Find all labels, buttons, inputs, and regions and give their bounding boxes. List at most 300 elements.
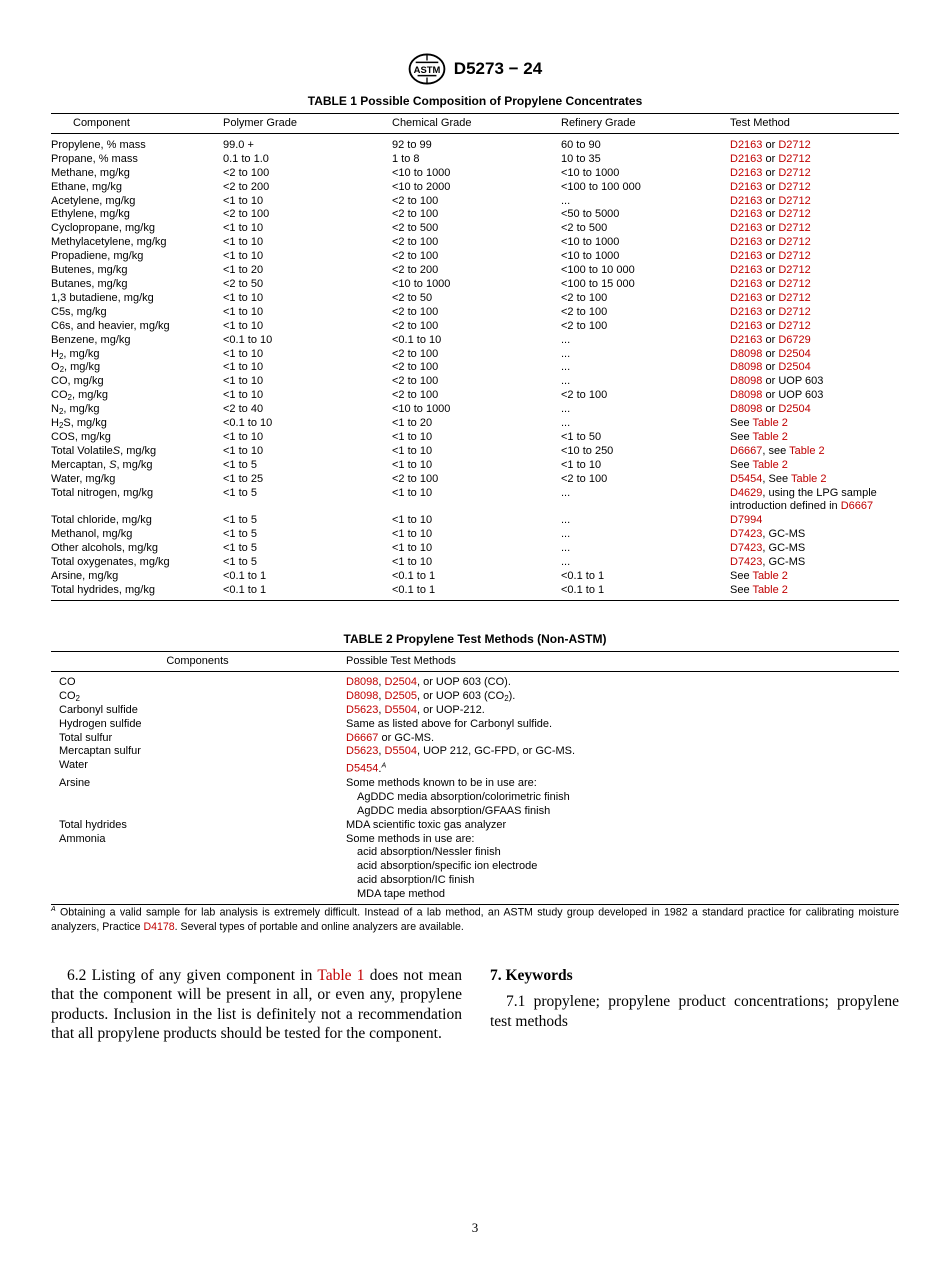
polymer-grade-cell: <0.1 to 1 bbox=[223, 570, 267, 582]
method-link-d5623[interactable]: D5623 bbox=[346, 703, 379, 716]
polymer-grade-cell: <1 to 10 bbox=[223, 291, 264, 304]
method-link-d8098[interactable]: D8098 bbox=[730, 347, 763, 360]
chemical-grade-cell: <2 to 100 bbox=[392, 361, 439, 374]
chemical-grade-cell: <10 to 2000 bbox=[392, 180, 451, 193]
refinery-grade-cell: ... bbox=[561, 194, 571, 207]
refinery-grade-cell: ... bbox=[561, 333, 571, 346]
component-cell: $O_2$, mg/kg bbox=[51, 361, 101, 375]
method-link-d2504[interactable]: D2504 bbox=[778, 361, 811, 374]
chemical-grade-cell: <2 to 200 bbox=[392, 264, 439, 277]
polymer-grade-cell: <1 to 5 bbox=[223, 542, 257, 555]
test-method-cell bbox=[730, 570, 899, 584]
refinery-grade-cell: ... bbox=[561, 403, 571, 416]
component-cell: Propane, % mass bbox=[51, 152, 138, 165]
method-link-d2712[interactable]: D2712 bbox=[778, 208, 811, 221]
test-method-cell bbox=[730, 334, 899, 348]
method-text: or UOP 603 bbox=[762, 375, 824, 388]
method-link-d2163[interactable]: D2163 bbox=[730, 333, 763, 346]
component-cell: 1,3 butadiene, mg/kg bbox=[51, 291, 154, 304]
method-text: , bbox=[378, 703, 385, 716]
table1-row bbox=[51, 236, 899, 250]
method-text: , bbox=[378, 745, 385, 758]
component-cell: Methane, mg/kg bbox=[51, 166, 130, 179]
method-link-d7423[interactable]: D7423 bbox=[730, 528, 763, 541]
component-cell: Total sulfur bbox=[59, 731, 113, 744]
table1-row bbox=[51, 348, 899, 362]
test-method-cell bbox=[730, 403, 899, 417]
method-text: , See bbox=[762, 472, 791, 485]
table1-row bbox=[51, 389, 899, 403]
component-cell: Total VolatileS, mg/kg bbox=[51, 444, 157, 457]
refinery-grade-cell: ... bbox=[561, 375, 571, 388]
method-sub-item: AgDDC media absorption/GFAAS finish bbox=[357, 804, 551, 817]
refinery-grade-cell: ... bbox=[561, 417, 571, 430]
table2-row bbox=[51, 759, 899, 777]
chemical-grade-cell: <2 to 100 bbox=[392, 319, 439, 332]
method-line bbox=[346, 759, 899, 777]
table1-row bbox=[51, 570, 899, 584]
method-text: or bbox=[762, 222, 779, 235]
method-link-d7994[interactable]: D7994 bbox=[730, 514, 763, 527]
table1-row bbox=[51, 459, 899, 473]
table1-row bbox=[51, 292, 899, 306]
component-cell: Carbonyl sulfide bbox=[59, 703, 138, 716]
method-text: , GC-MS bbox=[762, 542, 806, 555]
method-text: , bbox=[378, 689, 385, 702]
chemical-grade-cell: <2 to 100 bbox=[392, 236, 439, 249]
polymer-grade-cell: <1 to 5 bbox=[223, 514, 257, 527]
table1-row bbox=[51, 584, 899, 600]
table1-row bbox=[51, 473, 899, 487]
method-link-d2712[interactable]: D2712 bbox=[778, 250, 811, 263]
test-method-cell bbox=[730, 250, 899, 264]
method-text: or bbox=[762, 138, 779, 151]
component-cell: Butenes, mg/kg bbox=[51, 264, 128, 277]
table1-row bbox=[51, 195, 899, 209]
footnote-link-d4178[interactable]: D4178 bbox=[143, 920, 175, 933]
para-6-2-text-a: 6.2 Listing of any given component in bbox=[67, 967, 318, 984]
refinery-grade-cell: <2 to 100 bbox=[561, 472, 608, 485]
method-link-d2712[interactable]: D2712 bbox=[778, 264, 811, 277]
chemical-grade-cell: <2 to 100 bbox=[392, 389, 439, 402]
method-sub-item: acid absorption/Nessler finish bbox=[357, 846, 501, 859]
footnote-text-2: . Several types of portable and online analyzers are available. bbox=[174, 920, 464, 933]
table1-row bbox=[51, 222, 899, 236]
method-link-d2163[interactable]: D2163 bbox=[730, 152, 763, 165]
polymer-grade-cell: <2 to 100 bbox=[223, 166, 270, 179]
method-link-d8098[interactable]: D8098 bbox=[730, 389, 763, 402]
method-link-d2504[interactable]: D2504 bbox=[778, 347, 811, 360]
method-text: or bbox=[762, 291, 779, 304]
component-cell: Other alcohols, mg/kg bbox=[51, 542, 158, 555]
method-link-d8098[interactable]: D8098 bbox=[730, 361, 763, 374]
chemical-grade-cell: <10 to 1000 bbox=[392, 403, 451, 416]
method-text: or bbox=[762, 277, 779, 290]
test-method-cell bbox=[730, 445, 899, 459]
refinery-grade-cell: <2 to 500 bbox=[561, 222, 608, 235]
method-link-d2712[interactable]: D2712 bbox=[778, 319, 811, 332]
method-text: , using the LPG sample introduction defined in bbox=[730, 486, 877, 513]
method-link-d4629[interactable]: D4629 bbox=[730, 486, 763, 499]
method-text: or UOP 603 bbox=[762, 389, 824, 402]
method-text: or bbox=[762, 361, 779, 374]
method-link-d2712[interactable]: D2712 bbox=[778, 277, 811, 290]
test-method-cell bbox=[730, 236, 899, 250]
method-line bbox=[346, 732, 899, 746]
component-cell: Total hydrides bbox=[59, 818, 127, 831]
polymer-grade-cell: <1 to 5 bbox=[223, 528, 257, 541]
method-text: or bbox=[762, 250, 779, 263]
possible-methods-cell bbox=[346, 819, 899, 833]
refinery-grade-cell: <1 to 50 bbox=[561, 430, 602, 443]
component-cell: Ammonia bbox=[59, 832, 106, 845]
polymer-grade-cell: <1 to 5 bbox=[223, 486, 257, 499]
method-text: .$^A$ bbox=[378, 762, 387, 775]
component-cell: Acetylene, mg/kg bbox=[51, 194, 136, 207]
component-cell: Benzene, mg/kg bbox=[51, 333, 131, 346]
method-link-d2712[interactable]: D2712 bbox=[778, 180, 811, 193]
method-link-d5454[interactable]: D5454 bbox=[730, 472, 763, 485]
polymer-grade-cell: <0.1 to 1 bbox=[223, 583, 267, 596]
method-link-d6729[interactable]: D6729 bbox=[778, 333, 811, 346]
method-link-d2712[interactable]: D2712 bbox=[778, 166, 811, 179]
refinery-grade-cell: ... bbox=[561, 514, 571, 527]
method-text: or bbox=[762, 236, 779, 249]
refinery-grade-cell: ... bbox=[561, 361, 571, 374]
table2-row bbox=[51, 745, 899, 759]
footnote-marker: A bbox=[51, 906, 56, 913]
method-text: , see bbox=[762, 444, 790, 457]
refinery-grade-cell: ... bbox=[561, 556, 571, 569]
method-line bbox=[346, 718, 899, 732]
chemical-grade-cell: <2 to 100 bbox=[392, 305, 439, 318]
chemical-grade-cell: 1 to 8 bbox=[392, 152, 420, 165]
table1-link[interactable]: Table 1 bbox=[317, 967, 365, 984]
method-text: , bbox=[378, 675, 385, 688]
chemical-grade-cell: <0.1 to 1 bbox=[392, 570, 436, 582]
method-text: or bbox=[762, 166, 779, 179]
table2-header-components: Components bbox=[51, 652, 346, 672]
test-method-cell bbox=[730, 306, 899, 320]
chemical-grade-cell: <1 to 10 bbox=[392, 542, 433, 555]
table2-row bbox=[51, 819, 899, 833]
component-cell: Cyclopropane, mg/kg bbox=[51, 222, 155, 235]
table2-row bbox=[51, 718, 899, 732]
method-link-d2163[interactable]: D2163 bbox=[730, 305, 763, 318]
table1-row bbox=[51, 375, 899, 389]
method-text: MDA scientific toxic gas analyzer bbox=[346, 818, 507, 831]
method-link-d2163[interactable]: D2163 bbox=[730, 264, 763, 277]
component-cell: $CO_2$ bbox=[59, 689, 80, 703]
method-link-d2163[interactable]: D2163 bbox=[730, 138, 763, 151]
component-cell: Propylene, % mass bbox=[51, 138, 146, 151]
table1-row bbox=[51, 181, 899, 195]
method-link-d2712[interactable]: D2712 bbox=[778, 152, 811, 165]
table1-row bbox=[51, 361, 899, 375]
refinery-grade-cell: 60 to 90 bbox=[561, 138, 601, 151]
test-method-cell bbox=[730, 153, 899, 167]
component-cell: Arsine bbox=[59, 776, 91, 789]
method-text: , or UOP 603 (CO). bbox=[416, 675, 511, 688]
test-method-cell bbox=[730, 556, 899, 570]
polymer-grade-cell: 99.0 + bbox=[223, 138, 254, 151]
method-sub-item: AgDDC media absorption/colorimetric finish bbox=[357, 790, 570, 803]
possible-methods-cell bbox=[346, 690, 899, 704]
method-link-d8098[interactable]: D8098 bbox=[730, 375, 763, 388]
test-method-cell bbox=[730, 375, 899, 389]
method-link-table-2[interactable]: Table 2 bbox=[752, 417, 788, 430]
method-text: See bbox=[730, 570, 753, 582]
table2-row bbox=[51, 833, 899, 905]
polymer-grade-cell: <1 to 20 bbox=[223, 264, 264, 277]
chemical-grade-cell: <2 to 100 bbox=[392, 347, 439, 360]
chemical-grade-cell: <2 to 500 bbox=[392, 222, 439, 235]
method-text: Same as listed above for Carbonyl sulfide. bbox=[346, 717, 553, 730]
method-link-d2712[interactable]: D2712 bbox=[778, 194, 811, 207]
possible-methods-cell bbox=[346, 732, 899, 746]
test-method-cell bbox=[730, 264, 899, 278]
test-method-cell bbox=[730, 514, 899, 528]
method-link-d7423[interactable]: D7423 bbox=[730, 556, 763, 569]
chemical-grade-cell: <1 to 10 bbox=[392, 430, 433, 443]
test-method-cell bbox=[730, 542, 899, 556]
table1-row bbox=[51, 306, 899, 320]
method-text: or bbox=[762, 347, 779, 360]
method-link-table-2[interactable]: Table 2 bbox=[752, 583, 788, 596]
method-link-d2163[interactable]: D2163 bbox=[730, 319, 763, 332]
method-link-d5504[interactable]: D5504 bbox=[384, 745, 417, 758]
polymer-grade-cell: <2 to 50 bbox=[223, 277, 264, 290]
method-text: or bbox=[762, 333, 779, 346]
table1-row bbox=[51, 431, 899, 445]
chemical-grade-cell: <10 to 1000 bbox=[392, 166, 451, 179]
method-text: See bbox=[730, 583, 753, 596]
component-cell: C6s, and heavier, mg/kg bbox=[51, 319, 170, 332]
method-text: , or UOP 603 $(CO_2)$. bbox=[416, 689, 516, 703]
method-link-d8098[interactable]: D8098 bbox=[346, 675, 379, 688]
refinery-grade-cell: ... bbox=[561, 528, 571, 541]
method-text: or bbox=[762, 305, 779, 318]
table1-row bbox=[51, 278, 899, 292]
method-line bbox=[346, 745, 899, 759]
component-cell: Total nitrogen, mg/kg bbox=[51, 486, 154, 499]
method-link-table-2[interactable]: Table 2 bbox=[789, 444, 825, 457]
refinery-grade-cell: <2 to 100 bbox=[561, 319, 608, 332]
section-6-2 bbox=[51, 966, 462, 1044]
method-link-d5504[interactable]: D5504 bbox=[384, 703, 417, 716]
chemical-grade-cell: <1 to 10 bbox=[392, 514, 433, 527]
table1-row bbox=[51, 167, 899, 181]
component-cell: Total hydrides, mg/kg bbox=[51, 583, 155, 596]
method-link-d8098[interactable]: D8098 bbox=[730, 403, 763, 416]
table2-caption: TABLE 2 Propylene Test Methods (Non-ASTM) bbox=[343, 632, 607, 646]
method-link-table-2[interactable]: Table 2 bbox=[752, 570, 788, 582]
test-method-cell bbox=[730, 528, 899, 542]
method-link-d5623[interactable]: D5623 bbox=[346, 745, 379, 758]
method-text: , GC-MS bbox=[762, 556, 806, 569]
method-link-d2163[interactable]: D2163 bbox=[730, 180, 763, 193]
method-text: Some methods in use are: bbox=[346, 832, 475, 845]
table1-row bbox=[51, 528, 899, 542]
method-link-d2712[interactable]: D2712 bbox=[778, 222, 811, 235]
method-text: or bbox=[762, 152, 779, 165]
test-method-cell bbox=[730, 181, 899, 195]
component-cell: Mercaptan, S, mg/kg bbox=[51, 458, 153, 471]
component-cell: Propadiene, mg/kg bbox=[51, 250, 144, 263]
method-text: or bbox=[762, 180, 779, 193]
polymer-grade-cell: <1 to 10 bbox=[223, 430, 264, 443]
method-sub-item: MDA tape method bbox=[357, 888, 446, 901]
method-link-d2504[interactable]: D2504 bbox=[384, 675, 417, 688]
component-cell: Ethane, mg/kg bbox=[51, 180, 122, 193]
method-link-d6667[interactable]: D6667 bbox=[346, 731, 379, 744]
test-method-cell bbox=[730, 417, 899, 431]
test-method-cell bbox=[730, 278, 899, 292]
method-link-d7423[interactable]: D7423 bbox=[730, 542, 763, 555]
table1-row bbox=[51, 556, 899, 570]
chemical-grade-cell: 92 to 99 bbox=[392, 138, 432, 151]
method-link-d2163[interactable]: D2163 bbox=[730, 291, 763, 304]
chemical-grade-cell: <1 to 10 bbox=[392, 486, 433, 499]
component-cell: Total chloride, mg/kg bbox=[51, 514, 152, 527]
component-cell: COS, mg/kg bbox=[51, 430, 111, 443]
method-line bbox=[346, 676, 899, 690]
method-link-table-2[interactable]: Table 2 bbox=[790, 472, 827, 485]
table1-row bbox=[51, 133, 899, 152]
polymer-grade-cell: <1 to 10 bbox=[223, 250, 264, 263]
method-link-d2163[interactable]: D2163 bbox=[730, 208, 763, 221]
method-link-d2163[interactable]: D2163 bbox=[730, 194, 763, 207]
table2-row bbox=[51, 704, 899, 718]
chemical-grade-cell: <1 to 10 bbox=[392, 444, 433, 457]
method-link-table-2[interactable]: Table 2 bbox=[752, 430, 788, 443]
page-number: 3 bbox=[471, 1220, 479, 1235]
polymer-grade-cell: <1 to 5 bbox=[223, 556, 257, 569]
refinery-grade-cell: <10 to 250 bbox=[561, 444, 614, 457]
test-method-cell bbox=[730, 222, 899, 236]
component-cell: Mercaptan sulfur bbox=[59, 745, 141, 758]
table2-row bbox=[51, 732, 899, 746]
refinery-grade-cell: <1 to 10 bbox=[561, 458, 602, 471]
method-link-d2163[interactable]: D2163 bbox=[730, 277, 763, 290]
method-link-d2163[interactable]: D2163 bbox=[730, 236, 763, 249]
method-link-d2504[interactable]: D2504 bbox=[778, 403, 811, 416]
refinery-grade-cell: <2 to 100 bbox=[561, 305, 608, 318]
chemical-grade-cell: <1 to 10 bbox=[392, 528, 433, 541]
method-line bbox=[346, 819, 899, 833]
chemical-grade-cell: <2 to 100 bbox=[392, 208, 439, 221]
method-link-d2712[interactable]: D2712 bbox=[778, 305, 811, 318]
table1-row bbox=[51, 208, 899, 222]
component-cell: Methanol, mg/kg bbox=[51, 528, 133, 541]
table1-caption: TABLE 1 Possible Composition of Propylene Concentrates bbox=[307, 94, 643, 108]
component-cell: Water, mg/kg bbox=[51, 472, 116, 485]
test-method-cell bbox=[730, 292, 899, 306]
method-link-d2163[interactable]: D2163 bbox=[730, 222, 763, 235]
method-text: See bbox=[730, 417, 753, 430]
table2-header-methods: Possible Test Methods bbox=[346, 652, 899, 672]
polymer-grade-cell: <0.1 to 10 bbox=[223, 333, 273, 346]
table1-row bbox=[51, 487, 899, 515]
method-text: , GC-MS bbox=[762, 528, 806, 541]
table2-row bbox=[51, 671, 899, 689]
method-link-d2163[interactable]: D2163 bbox=[730, 166, 763, 179]
footnote-text-1: Obtaining a valid sample for lab analysis is extremely difficult. Instead of a lab method, an ASTM study group developed in 1982 a standard practice for calibrating moisture analyzers, Practice bbox=[51, 906, 899, 933]
refinery-grade-cell: <10 to 1000 bbox=[561, 166, 620, 179]
refinery-grade-cell: <0.1 to 1 bbox=[561, 570, 605, 582]
chemical-grade-cell: <1 to 10 bbox=[392, 556, 433, 569]
method-text: or bbox=[762, 264, 779, 277]
method-text: See bbox=[730, 430, 753, 443]
test-method-cell bbox=[730, 389, 899, 403]
method-link-d2712[interactable]: D2712 bbox=[778, 236, 811, 249]
polymer-grade-cell: <1 to 10 bbox=[223, 305, 264, 318]
test-method-cell bbox=[730, 348, 899, 362]
polymer-grade-cell: <1 to 25 bbox=[223, 472, 264, 485]
polymer-grade-cell: <1 to 5 bbox=[223, 458, 257, 471]
document-designation: D5273 − 24 bbox=[453, 59, 543, 78]
method-link-d2505[interactable]: D2505 bbox=[384, 689, 417, 702]
method-link-d2712[interactable]: D2712 bbox=[778, 138, 811, 151]
possible-methods-cell bbox=[346, 745, 899, 759]
method-link-d6667[interactable]: D6667 bbox=[730, 444, 763, 457]
polymer-grade-cell: <1 to 10 bbox=[223, 375, 264, 388]
refinery-grade-cell: <2 to 100 bbox=[561, 389, 608, 402]
component-cell: Ethylene, mg/kg bbox=[51, 208, 130, 221]
test-method-cell bbox=[730, 133, 899, 152]
method-link-d8098[interactable]: D8098 bbox=[346, 689, 379, 702]
method-link-d6667[interactable]: D6667 bbox=[840, 500, 874, 513]
table1-body bbox=[51, 133, 899, 600]
component-cell: $H_2S$, mg/kg bbox=[51, 417, 107, 431]
refinery-grade-cell: <50 to 5000 bbox=[561, 208, 620, 221]
footnote-ref: A bbox=[381, 762, 387, 770]
test-method-cell bbox=[730, 487, 899, 515]
method-link-d5454[interactable]: D5454 bbox=[346, 763, 379, 775]
method-line bbox=[346, 777, 899, 791]
refinery-grade-cell: <0.1 to 1 bbox=[561, 583, 605, 596]
test-method-cell bbox=[730, 195, 899, 209]
polymer-grade-cell: <1 to 10 bbox=[223, 389, 264, 402]
refinery-grade-cell: ... bbox=[561, 542, 571, 555]
polymer-grade-cell: <2 to 100 bbox=[223, 208, 270, 221]
method-link-d2712[interactable]: D2712 bbox=[778, 291, 811, 304]
method-text: , UOP 212, GC-FPD, or GC-MS. bbox=[416, 745, 576, 758]
chemical-grade-cell: <1 to 10 bbox=[392, 458, 433, 471]
test-method-cell bbox=[730, 208, 899, 222]
test-method-cell bbox=[730, 361, 899, 375]
polymer-grade-cell: <2 to 200 bbox=[223, 180, 270, 193]
refinery-grade-cell: <100 to 100 000 bbox=[561, 180, 641, 193]
method-line bbox=[346, 704, 899, 718]
polymer-grade-cell: <0.1 to 10 bbox=[223, 417, 273, 430]
table1-row bbox=[51, 403, 899, 417]
table2-header-row bbox=[51, 652, 899, 672]
table1-row bbox=[51, 264, 899, 278]
table1-row bbox=[51, 334, 899, 348]
refinery-grade-cell: <10 to 1000 bbox=[561, 250, 620, 263]
astm-logo-icon bbox=[408, 53, 446, 85]
polymer-grade-cell: <1 to 10 bbox=[223, 194, 264, 207]
refinery-grade-cell: <2 to 100 bbox=[561, 291, 608, 304]
method-link-table-2[interactable]: Table 2 bbox=[752, 458, 788, 471]
chemical-grade-cell: <2 to 100 bbox=[392, 375, 439, 388]
refinery-grade-cell: 10 to 35 bbox=[561, 152, 601, 165]
polymer-grade-cell: <1 to 10 bbox=[223, 319, 264, 332]
method-link-d2163[interactable]: D2163 bbox=[730, 250, 763, 263]
possible-methods-cell bbox=[346, 759, 899, 777]
component-cell: Hydrogen sulfide bbox=[59, 717, 142, 730]
